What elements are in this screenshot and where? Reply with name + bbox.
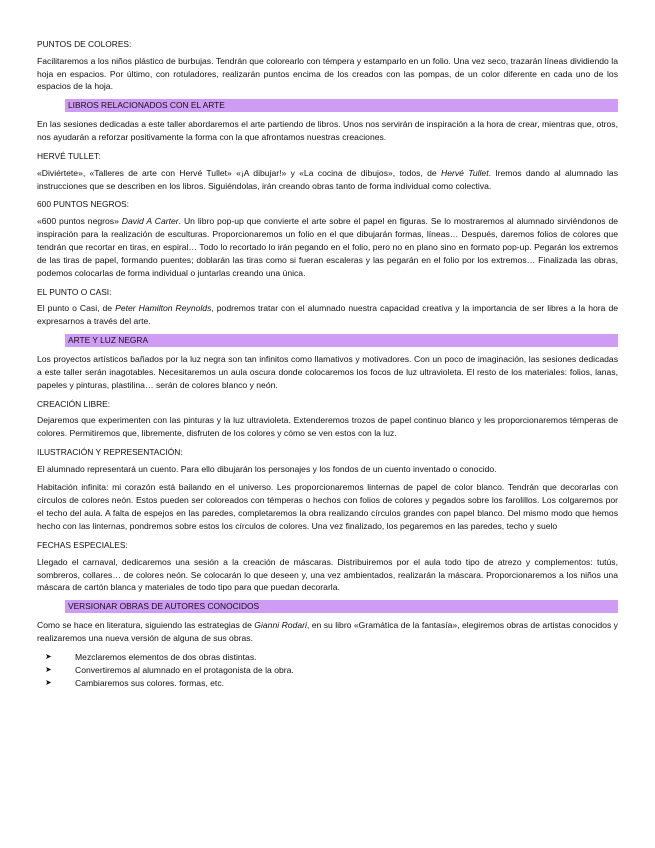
document-page xyxy=(37,38,618,690)
heading-herve-tullet: HERVÉ TULLET: xyxy=(37,151,101,162)
paragraph-ilustracion-1: El alumnado representará un cuento. Para ello dibujarán los personajes y los fondos de un cuento inventado o conocido. xyxy=(37,463,497,474)
heading-fechas-especiales: FECHAS ESPECIALES: xyxy=(37,540,128,551)
paragraph-creacion-libre: Dejaremos que experimenten con las pinturas y la luz ultravioleta. Extenderemos trozos de papel continuo blanco y les proporcionaremos témperas de colores. Permitiremos que, libremente, disfruten de los colores y cómo se ven estos con la luz. xyxy=(37,415,618,439)
paragraph-puntos-de-colores: Facilitaremos a los niños plástico de burbujas. Tendrán que colorearlo con témpera y estamparlo en un folio. Una vez seco, trazarán líneas dividiendo la hoja en espacios. Por último, con rotuladores, realizarán puntos encima de los creados con las pompas, de un color diferente en cada uno de los espacios de la hoja. xyxy=(37,55,618,92)
heading-el-punto-o-casi: EL PUNTO O CASI: xyxy=(37,286,112,297)
paragraph-ilustracion-2: Habitación infinita: mi corazón está bailando en el universo. Les proporcionaremos linternas de papel de color blanco. Tendrán que decorarlas con círculos de colores neón. Estos pueden ser coloreados con témperas o hechos con folios de colores y pegados sobre los farolillos. Los colgaremos por el techo del aula. A falta de espejos en las paredes, completaremos la obra realizando círculos grandes con papel blanco. Del mismo modo que hemos hecho con las linternas, pondremos sobre estos los círculos de colores. Una vez finalizado, los pegaremos en las paredes, techo y suelo xyxy=(37,482,618,532)
author-name: David A Carter xyxy=(121,216,179,227)
section-band-versionar: VERSIONAR OBRAS DE AUTORES CONOCIDOS xyxy=(65,600,618,613)
list-item: ➤ Mezclaremos elementos de dos obras distintas. xyxy=(45,652,257,663)
paragraph-luz-negra: Los proyectos artísticos bañados por la luz negra son tan infinitos como llamativos y motivadores. Con un poco de imaginación, las sesiones dedicadas a este taller serán inagotables. Necesitaremos un aula oscura donde colocaremos los focos de luz ultravioleta. El resto de los materiales: folios, lanas, papeles y pinturas, plastilina… serán de colores blanco y neón. xyxy=(37,353,618,390)
arrowhead-bullet-icon: ➤ xyxy=(45,677,52,687)
arrowhead-bullet-icon: ➤ xyxy=(45,664,52,674)
list-item: ➤ Cambiaremos sus colores. formas, etc. xyxy=(45,677,225,688)
heading-creacion-libre: CREACIÓN LIBRE: xyxy=(37,398,111,409)
heading-600-puntos: 600 PUNTOS NEGROS: xyxy=(37,199,129,210)
author-name: Hervé Tullet xyxy=(441,167,489,178)
section-band-libros: LIBROS RELACIONADOS CON EL ARTE xyxy=(65,99,618,112)
paragraph-600-puntos: «600 puntos negros» David A Carter. Un libro pop-up que convierte el arte sobre el papel en figuras. Se lo mostraremos al alumnado sirviéndonos de inspiración para la realización de esculturas. Proporcionaremos un folio en el que dibujarán formas, líneas… Después, daremos folios de colores que tendrán que recortar en tiras, en espiral… Todo lo recortado lo irán pegando en el folio, pero no en plano sino en formato pop-up. Pegarán los extremos de las tiras de papel, formando puentes; doblarán las tiras como si fueran escaleras y las pegarán en el folio por los extremos… Finalizada las obras, podemos colocarlas de forma individual o juntarlas creando una única. xyxy=(37,216,619,278)
list-item: ➤ Convertiremos al alumnado en el protagonista de la obra. xyxy=(45,664,294,675)
paragraph-fechas-especiales: Llegado el carnaval, dedicaremos una sesión a la creación de máscaras. Distribuiremos por el aula todo tipo de atrezo y complementos: tutús, sombreros, collares… de colores neón. Se colocarán lo que deseen y, una vez ambientados, realizarán la máscara. Proporcionaremos a los niños una máscara de cartón blanca y materiales de todo tipo para que puedan decorarla. xyxy=(37,556,618,593)
paragraph-herve-tullet: «Diviértete», «Talleres de arte con Hervé Tullet» «¡A dibujar!» y «La cocina de dibujos», todos, de Hervé Tullet. Iremos dando al alumnado las instrucciones que se describen en los libros. Siguiéndolas, irán creando obras tanto de forma individual como colectiva. xyxy=(37,167,619,191)
bullet-list-versionar xyxy=(45,651,618,690)
heading-puntos-de-colores: PUNTOS DE COLORES: xyxy=(37,39,132,49)
arrowhead-bullet-icon: ➤ xyxy=(45,652,52,662)
section-band-luz-negra: ARTE Y LUZ NEGRA xyxy=(65,334,618,347)
author-name: Peter Hamilton Reynolds xyxy=(115,303,212,314)
author-name: Gianni Rodari xyxy=(254,620,307,631)
paragraph-libros-intro: En las sesiones dedicadas a este taller abordaremos el arte partiendo de libros. Unos nos servirán de inspiración a la hora de crear, mientras que, otros, nos ayudarán a reforzar positivamente la forma con la que afrontamos nuestras creaciones. xyxy=(37,119,618,143)
heading-ilustracion: ILUSTRACIÓN Y REPRESENTACIÓN: xyxy=(37,446,183,457)
paragraph-versionar: Como se hace en literatura, siguiendo las estrategias de Gianni Rodari, en su libro «Gramática de la fantasía», elegiremos obras de artistas conocidos y realizaremos una nueva versión de alguna de sus obras. xyxy=(37,620,618,644)
paragraph-el-punto-o-casi: El punto o Casi, de Peter Hamilton Reynolds, podremos tratar con el alumnado nuestra capacidad creativa y la importancia de ser libres a la hora de expresarnos a través del arte. xyxy=(37,303,618,327)
